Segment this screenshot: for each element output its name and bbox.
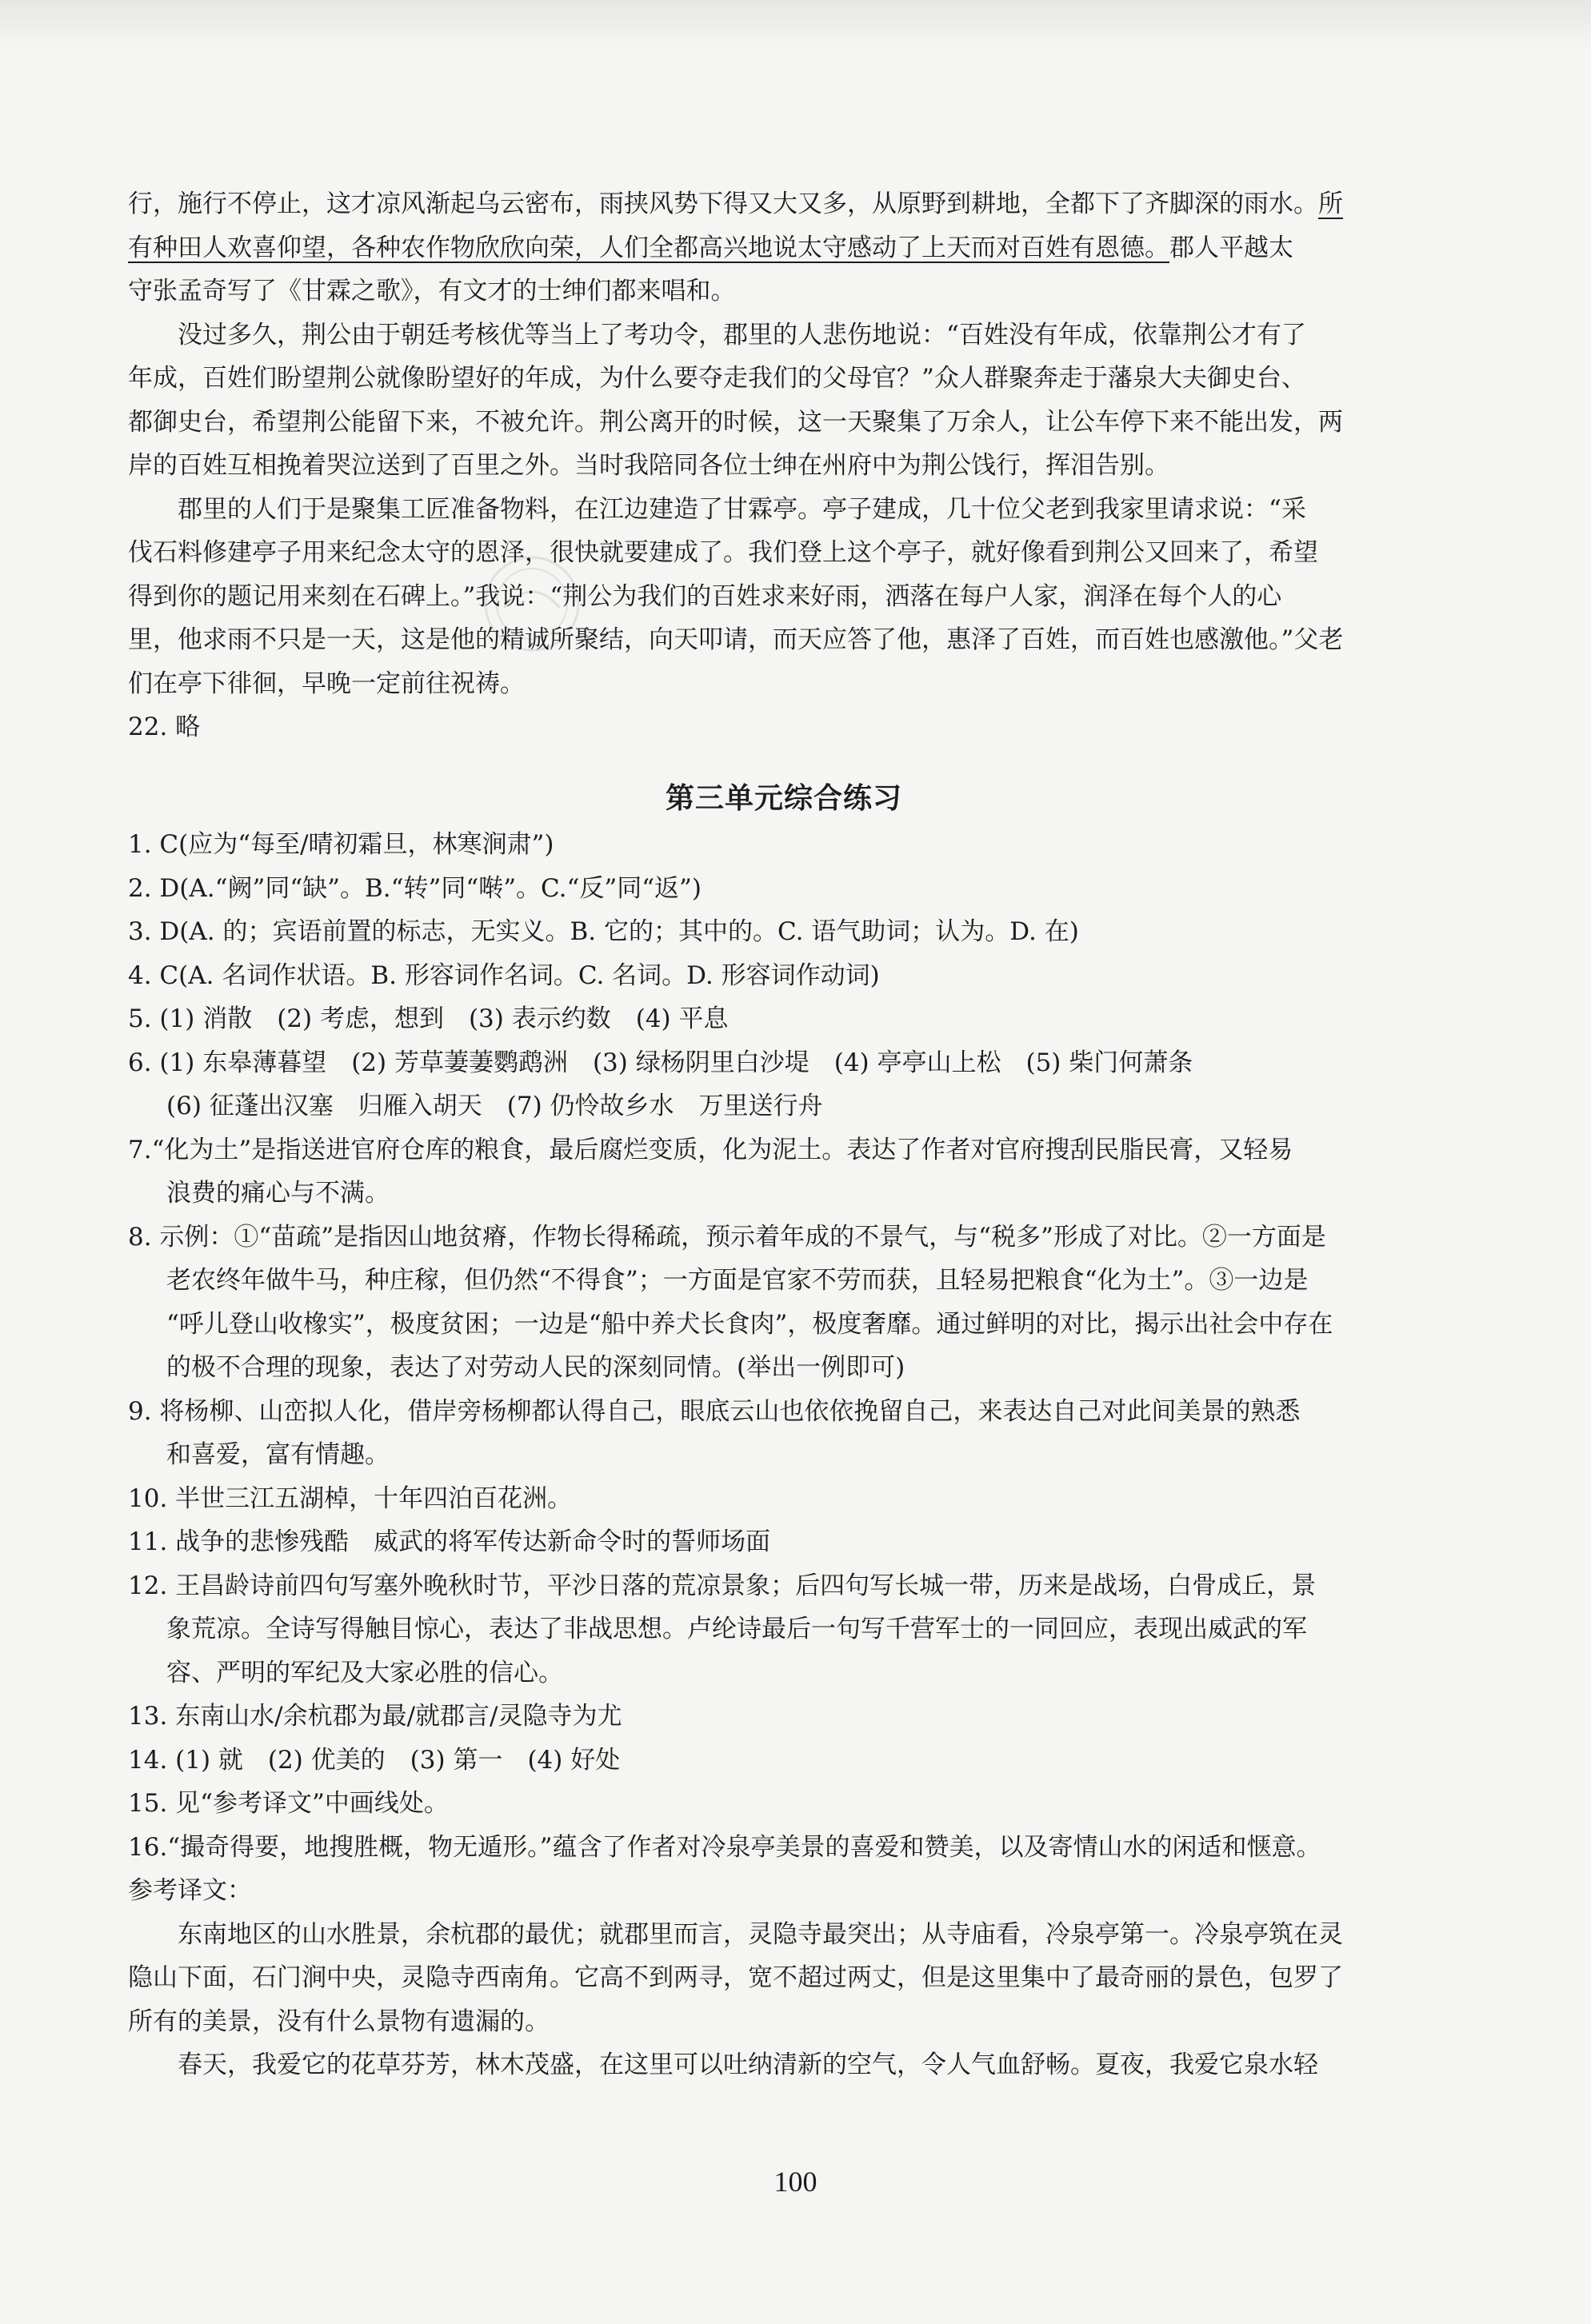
answer-3: 3. D(A. 的；宾语前置的标志，无实义。B. 它的；其中的。C. 语气助词；认为。D. 在) bbox=[128, 917, 1079, 946]
answer-12: 12. 王昌龄诗前四句写塞外晚秋时节，平沙日落的荒凉景象；后四句写长城一带，历来是战场，白骨成丘，景 bbox=[128, 1571, 1317, 1600]
answer-16: 16.“撮奇得要，地搜胜概，物无遁形。”蕴含了作者对冷泉亭美景的喜爱和赞美，以及寄情山水的闲适和惬意。 bbox=[128, 1832, 1321, 1862]
answer-2: 2. D(A.“阙”同“缺”。B.“转”同“啭”。C.“反”同“返”) bbox=[128, 873, 702, 903]
translation-line: 守张孟奇写了《甘霖之歌》，有文才的士绅们都来唱和。 bbox=[128, 277, 736, 305]
answer-10: 10. 半世三江五湖棹，十年四泊百花洲。 bbox=[128, 1483, 573, 1513]
translation-line bbox=[128, 226, 1440, 270]
page-content bbox=[128, 182, 1440, 2087]
translation-line: 岸的百姓互相挽着哭泣送到了百里之外。当时我陪同各位士绅在州府中为荆公饯行，挥泪告别。 bbox=[128, 451, 1169, 480]
answer-5: 5. (1) 消散 (2) 考虑，想到 (3) 表示约数 (4) 平息 bbox=[128, 1004, 729, 1033]
underlined-text: 所 bbox=[1318, 190, 1343, 218]
text-segment: 郡人平越太 bbox=[1169, 233, 1293, 262]
answer-8: 8. 示例：①“苗疏”是指因山地贫瘠，作物长得稀疏，预示着年成的不景气，与“税多”形成了对比。②一方面是 bbox=[128, 1222, 1326, 1252]
answer-15: 15. 见“参考译文”中画线处。 bbox=[128, 1789, 449, 1818]
translation-line: 年成，百姓们盼望荆公就像盼望好的年成，为什么要夺走我们的父母官？”众人群聚奔走于藩泉大夫御史台、 bbox=[128, 364, 1306, 393]
scan-shadow bbox=[0, 0, 1591, 48]
answer-8-cont: “呼儿登山收橡实”，极度贫困；一边是“船中养犬长食肉”，极度奢靡。通过鲜明的对比，揭示出社会中存在 bbox=[166, 1309, 1333, 1339]
answer-6-cont: (6) 征蓬出汉塞 归雁入胡天 (7) 仍怜故乡水 万里送行舟 bbox=[166, 1092, 823, 1120]
section-title: 第三单元综合练习 bbox=[665, 781, 902, 815]
reference-line: 东南地区的山水胜景，余杭郡的最优；就郡里而言，灵隐寺最突出；从寺庙看，冷泉亭第一。冷泉亭筑在灵 bbox=[178, 1919, 1343, 1949]
answer-7-cont: 浪费的痛心与不满。 bbox=[166, 1179, 390, 1208]
answer-13: 13. 东南山水/余杭郡为最/就郡言/灵隐寺为尤 bbox=[128, 1702, 622, 1731]
answer-1: 1. C(应为“每至/晴初霜旦，林寒涧肃”) bbox=[128, 830, 554, 859]
answer-4: 4. C(A. 名词作状语。B. 形容词作名词。C. 名词。D. 形容词作动词) bbox=[128, 960, 880, 990]
translation-line: 伐石料修建亭子用来纪念太守的恩泽，很快就要建成了。我们登上这个亭子，就好像看到荆公又回来了，希望 bbox=[128, 538, 1318, 567]
answer-9: 9. 将杨柳、山峦拟人化，借岸旁杨柳都认得自己，眼底云山也依依挽留自己，来表达自己对此间美景的熟悉 bbox=[128, 1396, 1301, 1426]
answer-9-cont: 和喜爱，富有情趣。 bbox=[166, 1440, 390, 1469]
page-number: 100 bbox=[774, 2166, 817, 2198]
answer-8-cont: 的极不合理的现象，表达了对劳动人民的深刻同情。(举出一例即可) bbox=[166, 1353, 905, 1382]
translation-line: 都御史台，希望荆公能留下来，不被允许。荆公离开的时候，这一天聚集了万余人，让公车停下来不能出发，两 bbox=[128, 407, 1343, 437]
translation-line: 郡里的人们于是聚集工匠准备物料，在江边建造了甘霖亭。亭子建成，几十位父老到我家里请求说：“采 bbox=[178, 494, 1306, 524]
text-segment: 行，施行不停止，这才凉风渐起乌云密布，雨挟风势下得又大又多，从原野到耕地，全都下了齐脚深的雨水。 bbox=[128, 190, 1318, 218]
reference-label: 参考译文： bbox=[128, 1876, 252, 1905]
reference-line: 隐山下面，石门涧中央，灵隐寺西南角。它高不到两寻，宽不超过两丈，但是这里集中了最奇丽的景色，包罗了 bbox=[128, 1963, 1343, 1992]
translation-line: 得到你的题记用来刻在石碑上。”我说：“荆公为我们的百姓求来好雨，洒落在每户人家，润泽在每个人的心 bbox=[128, 581, 1282, 611]
translation-line bbox=[128, 182, 1440, 226]
translation-line: 没过多久，荆公由于朝廷考核优等当上了考功令，郡里的人悲伤地说：“百姓没有年成，依靠荆公才有了 bbox=[178, 320, 1306, 349]
answer-12-cont: 象荒凉。全诗写得触目惊心，表达了非战思想。卢纶诗最后一句写千营军士的一同回应，表现出威武的军 bbox=[166, 1615, 1307, 1643]
underlined-text: 有种田人欢喜仰望，各种农作物欣欣向荣，人们全都高兴地说太守感动了上天而对百姓有恩德。 bbox=[128, 233, 1169, 262]
reference-line: 春天，我爱它的花草芬芳，林木茂盛，在这里可以吐纳清新的空气，令人气血舒畅。夏夜，我爱它泉水轻 bbox=[178, 2050, 1318, 2079]
answer-11: 11. 战争的悲惨残酷 威武的将军传达新命令时的誓师场面 bbox=[128, 1527, 771, 1556]
answer-14: 14. (1) 就 (2) 优美的 (3) 第一 (4) 好处 bbox=[128, 1745, 621, 1775]
translation-line: 里，他求雨不只是一天，这是他的精诚所聚结，向天叩请，而天应答了他，惠泽了百姓，而百姓也感激他。”父老 bbox=[128, 625, 1344, 654]
reference-line: 所有的美景，没有什么景物有遗漏的。 bbox=[128, 2007, 550, 2036]
answer-6: 6. (1) 东皋薄暮望 (2) 芳草萋萋鹦鹉洲 (3) 绿杨阴里白沙堤 (4) 亭亭山上松 (5) 柴门何萧条 bbox=[128, 1048, 1193, 1077]
translation-line: 们在亭下徘徊，早晚一定前往祝祷。 bbox=[128, 669, 525, 698]
answer-7: 7.“化为土”是指送进官府仓库的粮食，最后腐烂变质，化为泥土。表达了作者对官府搜刮民脂民膏，又轻易 bbox=[128, 1135, 1293, 1164]
answer-22: 22. 略 bbox=[128, 713, 201, 741]
answer-12-cont: 容、严明的军纪及大家必胜的信心。 bbox=[166, 1658, 563, 1687]
answer-8-cont: 老农终年做牛马，种庄稼，但仍然“不得食”；一方面是官家不劳而获，且轻易把粮食“化为土”。③一边是 bbox=[166, 1266, 1309, 1295]
